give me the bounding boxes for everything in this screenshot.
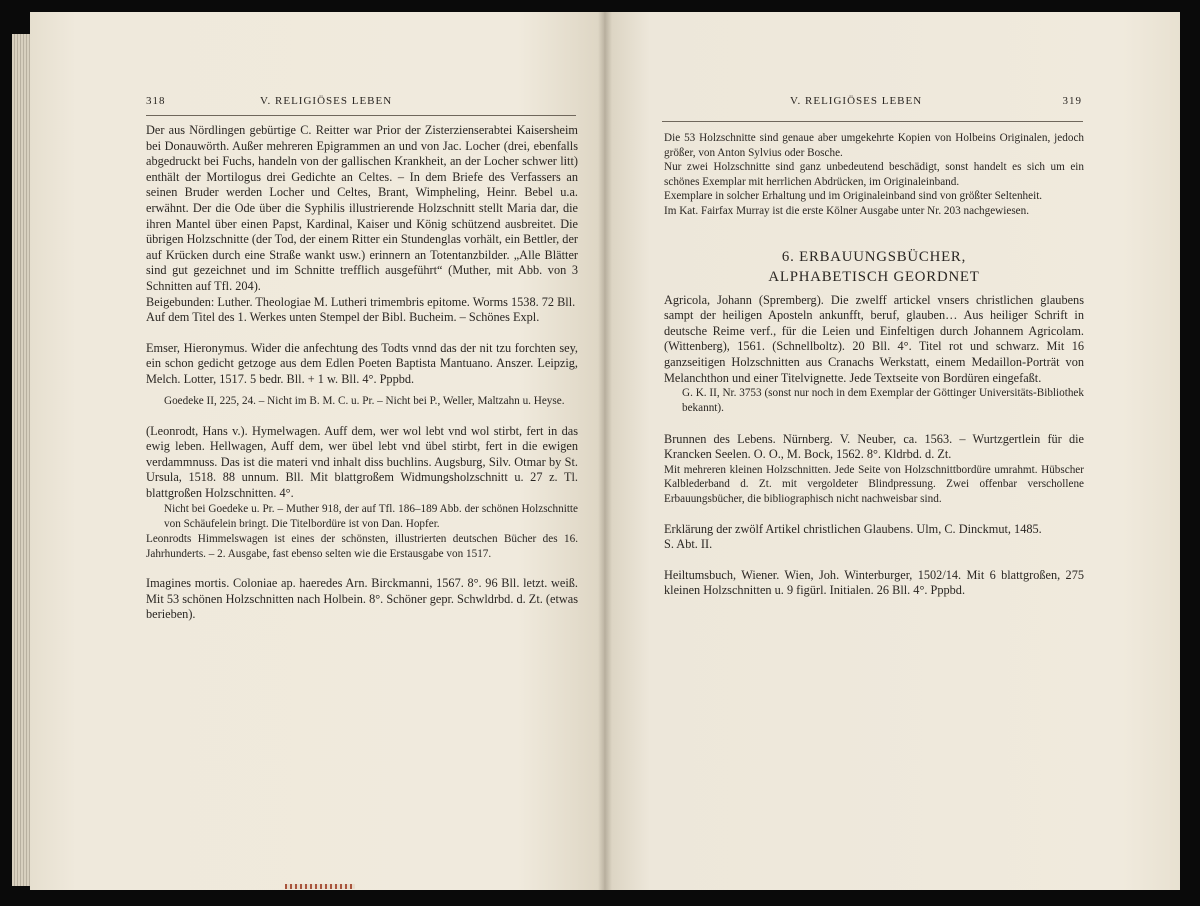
left-page-text <box>146 123 578 623</box>
section-subheading: ALPHABETISCH GEORDNET <box>768 268 980 285</box>
catalog-entry: Emser, Hieronymus. Wider die anfechtung des Todts vnnd das der nit tzu forchten sey, ein schon gedicht getzoge aus dem Edlen Poeten Baptista Mantuano. Anszer. Leipzig, Melch. Lotter, 1517. 5 bedr. Bll. + 1 w. Bll. 4°. Pppbd. <box>146 340 578 386</box>
paragraph: Die 53 Holzschnitte sind genaue aber umgekehrte Kopien von Holbeins Originalen, jedoch größer, von Anton Sylvius oder Bosche. <box>664 132 1084 159</box>
right-header-rule <box>662 121 1083 122</box>
left-page-number: 318 <box>146 95 166 107</box>
catalog-entry: Agricola, Johann (Spremberg). Die zwelff artickel vnsers christlichen glaubens sampt der heiligen Aposteln ankunfft, beruf, glauben… Aus heiliger Schrift in deutsche Reime verf., für die Leien und Einfeltigen durch Johannem Agricolam. (Wittenberg), 1561. (Schnellboltz). 20 Bll. 4°. Titel rot und schwarz. Mit 16 ganzseitigen Holzschnitten aus Cranachs Werkstatt, einem Medaillon-Porträt von Melanchthon und einer Titelvignette. Jede Textseite von Bordüren eingefaßt. <box>664 292 1084 385</box>
right-page-text <box>664 131 1084 599</box>
paragraph: Nur zwei Holzschnitte sind ganz unbedeutend beschädigt, sonst handelt es sich um ein schönes Exemplar mit herrlichen Abdrücken, im Originaleinband. <box>664 161 1084 188</box>
catalog-entry: Imagines mortis. Coloniae ap. haeredes Arn. Birckmanni, 1567. 8°. 96 Bll. letzt. weiß. Mit 53 schönen Holzschnitten nach Holbein. 8°. Schöner gepr. Schwldrbd. d. Zt. (etwas berieben). <box>146 576 578 622</box>
paragraph: Mit mehreren kleinen Holzschnitten. Jede Seite von Holzschnittbordüre umrahmt. Hübscher Kalblederband d. Zt. mit vergoldeter Blindpressung. Zwei offenbar verschollene Erbauungsbücher, die bibliographisch nicht nachweisbar sind. <box>664 463 1084 505</box>
binding-thread <box>285 884 355 889</box>
paragraph: Beigebunden: Luther. Theologiae M. Lutheri trimembris epitome. Worms 1538. 72 Bll. <box>146 294 576 309</box>
right-running-head <box>662 95 1082 113</box>
paragraph: Auf dem Titel des 1. Werkes unten Stempel der Bibl. Bucheim. – Schönes Expl. <box>146 310 540 325</box>
catalog-entry: Brunnen des Lebens. Nürnberg. V. Neuber, ca. 1563. – Wurtzgertlein für die Krancken Seelen. O. O., M. Bock, 1562. 8°. Kldrbd. d. Zt. <box>664 431 1084 462</box>
paragraph: S. Abt. II. <box>664 537 713 552</box>
bibliographic-note: Nicht bei Goedeke u. Pr. – Muther 918, der auf Tfl. 186–189 Abb. der schönen Holzschnitte von Schäufelein bringt. Die Titelbordüre ist von Dan. Hopfer. <box>164 502 578 530</box>
left-running-title: V. RELIGIÖSES LEBEN <box>260 95 393 107</box>
catalog-entry: Erklärung der zwölf Artikel christlichen Glaubens. Ulm, C. Dinckmut, 1485. <box>664 521 1042 536</box>
bibliographic-note: Goedeke II, 225, 24. – Nicht im B. M. C. u. Pr. – Nicht bei P., Weller, Maltzahn u. Heyse. <box>164 394 565 407</box>
left-header-rule <box>146 115 576 116</box>
paragraph: Im Kat. Fairfax Murray ist die erste Kölner Ausgabe unter Nr. 203 nachgewiesen. <box>664 204 1030 217</box>
bibliographic-note: G. K. II, Nr. 3753 (sonst nur noch in dem Exemplar der Göttinger Universitäts-Bibliothek bekannt). <box>682 387 1084 415</box>
paragraph: Leonrodts Himmelswagen ist eines der schönsten, illustrierten deutschen Bücher des 16. Jahrhunderts. – 2. Ausgabe, fast ebenso selten wie die Erstausgabe von 1517. <box>146 533 578 560</box>
left-running-head <box>146 95 576 113</box>
paragraph: Der aus Nördlingen gebürtige C. Reitter war Prior der Zisterzienserabtei Kaisersheim bei Donauwörth. Außer mehreren Epigrammen an und von Jac. Locher (drei, ebenfalls abgedruckt bei Fuchs, handeln von der gallischen Krankheit, an der Locher schwer litt) enthält der Mortilogus drei Gedichte an Celtes. – In dem Briefe des Verfassers an seinen Bruder werden Locher und Celtes, Brant, Wimpheling, Heinr. Bebel u.a. erwähnt. Der die Ode über die Syphilis illustrierende Holzschnitt stellt Maria dar, die ihren Mantel über einen Papst, Kardinal, Kaiser und König schützend ausbreitet. Die übrigen Holzschnitte (der Tod, der einem Ritter ein Stundenglas vorhält, ein Bettler, der auf Krücken durch eine Straße wankt usw.) erinnern an Totentanzbilder. „Alle Blätter sind gut gezeichnet und im Schnitte trefflich ausgeführt“ (Muther, mit Abb. von 3 Schnitten auf Tfl. 204). <box>146 123 578 293</box>
paragraph: Exemplare in solcher Erhaltung und im Originaleinband sind von größter Seltenheit. <box>664 190 1043 203</box>
section-heading: 6. ERBAUUNGSBÜCHER, <box>781 248 967 265</box>
catalog-entry: Heiltumsbuch, Wiener. Wien, Joh. Winterburger, 1502/14. Mit 6 blattgroßen, 275 kleinen Holzschnitten u. 9 figürl. Initialen. 26 Bll. 4°. Pppbd. <box>664 567 1084 598</box>
right-page-number: 319 <box>1062 95 1082 107</box>
catalog-entry: (Leonrodt, Hans v.). Hymelwagen. Auff dem, wer wol lebt vnd wol stirbt, fert in das ewig leben. Hellwagen, Auff dem, wer übel lebt vnd übel stirbt, fert in die ewigen verdammnuss. Das ist die materi vnd inhalt diss buchlins. Augsburg, Silv. Otmar by St. Ursula, 1518. 88 unnum. Bll. Mit blattgroßem Widmungsholzschnitt u. 27 z. Tl. blattgroßen Holzschnitten. 4°. <box>146 423 578 501</box>
right-running-title: V. RELIGIÖSES LEBEN <box>790 95 923 107</box>
book-gutter <box>598 12 612 890</box>
